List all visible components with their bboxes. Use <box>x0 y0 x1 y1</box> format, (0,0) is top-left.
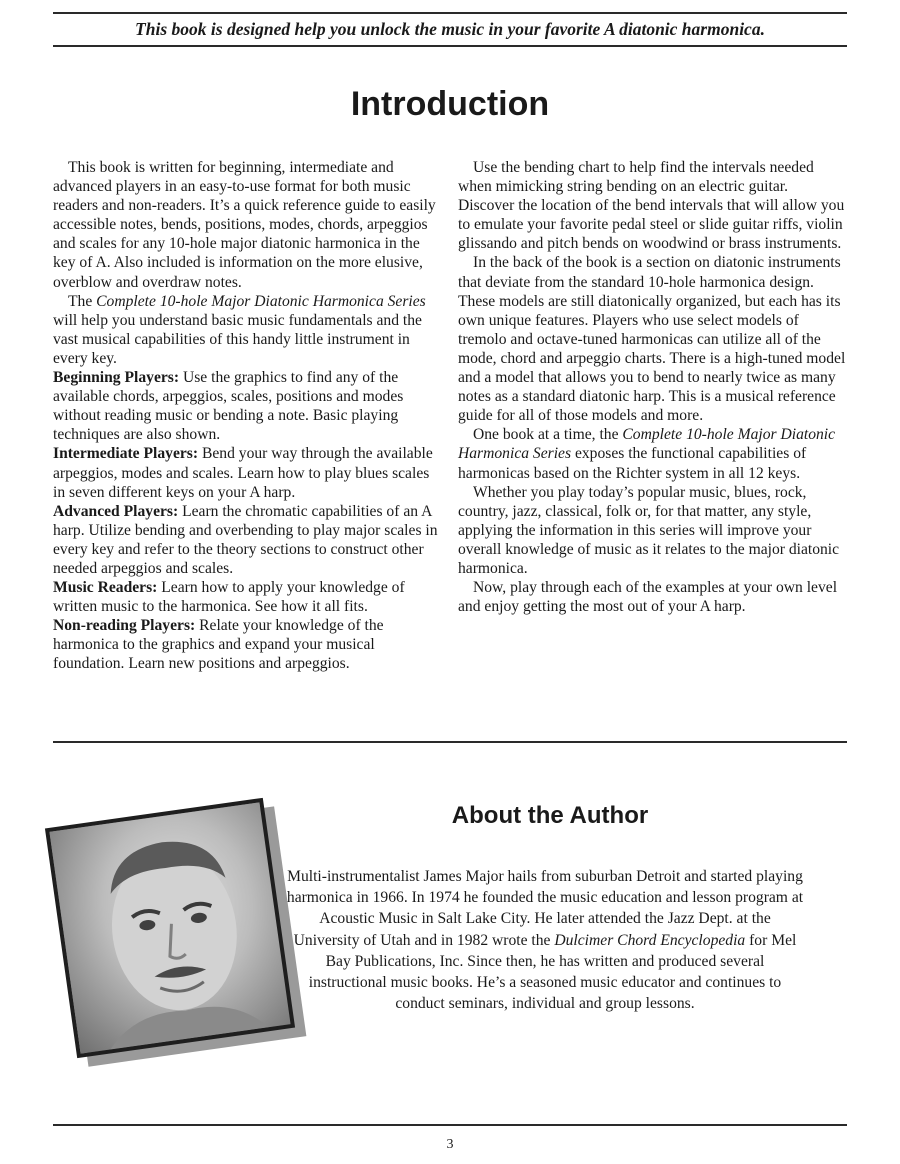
advanced-players-label: Advanced Players: <box>53 502 179 520</box>
author-portrait <box>45 798 295 1058</box>
closing-paragraph: Now, play through each of the examples at your own level and enjoy getting the most out of your A harp. <box>458 579 838 616</box>
music-readers-paragraph: Music Readers: Learn how to apply your knowledge of written music to the harmonica. See how it all fits. <box>53 579 405 616</box>
author-photo <box>45 798 295 1058</box>
footer-rule <box>53 1124 847 1126</box>
author-bio: Multi-instrumentalist James Major hails from suburban Detroit and started playing harmonica in 1966. In 1974 he founded the music education and lesson program at Acoustic Music in Salt Lake City. He later attended the Jazz Dept. at the University of Utah and in 1982 wrote the Dulcimer Chord Encyclopedia for Mel Bay Publications, Inc. Since then, he has written and produced several instructional music books. He’s a seasoned music educator and continues to conduct seminars, individual and group lessons. <box>286 868 804 1013</box>
author-section-title: About the Author <box>451 802 649 829</box>
section-divider <box>53 741 847 743</box>
page-number: 3 <box>446 1137 454 1152</box>
intro-series-paragraph: The Complete 10-hole Major Diatonic Harmonica Series will help you understand basic music fundamentals and the vast musical capabilities of this handy little instrument in every key. <box>53 292 426 367</box>
series-paragraph: One book at a time, the Complete 10-hole Major Diatonic Harmonica Series exposes the functional capabilities of harmonicas based on the Richter system in all 12 keys. <box>458 426 836 482</box>
non-reading-players-paragraph: Non-reading Players: Relate your knowledge of the harmonica to the graphics and expand your musical foundation. Learn new positions and arpeggios. <box>53 617 384 673</box>
portrait-illustration <box>49 802 290 1053</box>
banner: This book is designed help you unlock the music in your favorite A diatonic harmonica. <box>135 19 765 39</box>
beginning-players-label: Beginning Players: <box>53 369 180 387</box>
intro-right-column <box>458 158 848 616</box>
intro-paragraph: This book is written for beginning, intermediate and advanced players in an easy-to-use format for both music readers and non-readers. It’s a quick reference guide to easily accessible notes, bends, positions, modes, chords, arpeggios and scales for any 10-hole major diatonic harmonica in the key of A. Also included is information on the more elusive, overblow and overdraw notes. <box>53 159 436 291</box>
advanced-players-paragraph: Advanced Players: Learn the chromatic capabilities of an A harp. Utilize bending and overbending to play major scales in every key and refer to the theory sections to construct other needed arpeggios and scales. <box>53 502 438 577</box>
top-rule <box>53 12 847 14</box>
styles-paragraph: Whether you play today’s popular music, blues, rock, country, jazz, classical, folk or, for that matter, any style, applying the information in this series will improve your overall knowledge of music as it relates to the major diatonic harmonica. <box>458 483 840 577</box>
series-title: Complete 10-hole Major Diatonic Harmonica Series <box>96 292 426 310</box>
music-readers-label: Music Readers: <box>53 579 158 597</box>
bending-chart-paragraph: Use the bending chart to help find the intervals needed when mimicking string bending on an electric guitar. Discover the location of the bend intervals that will allow you to emulate your favorite pedal steel or slide guitar riffs, violin glissando and pitch bends on woodwind or brass instruments. <box>458 159 845 253</box>
diatonic-models-paragraph: In the back of the book is a section on diatonic instruments that deviate from the standard 10-hole harmonica design. These models are still diatonically organized, but each has its own unique features. Players who use select models of tremolo and octave-tuned harmonicas can utilize all of the mode, chord and arpeggio charts. There is a high-tuned model and a model that allows you to bend to nearly twice as many notes as a standard diatonic harp. This is a musical reference guide for all of those models and more. <box>458 254 846 425</box>
intermediate-players-paragraph: Intermediate Players: Bend your way through the available arpeggios, modes and scales. Learn how to play blues scales in seven different keys on your A harp. <box>53 445 433 501</box>
intro-left-column <box>53 158 443 674</box>
page-title: Introduction <box>350 85 550 123</box>
banner-rule <box>53 45 847 47</box>
book-title: Dulcimer Chord Encyclopedia <box>554 931 746 949</box>
series-title: Complete 10-hole Major Diatonic Harmonica Series <box>458 426 836 463</box>
beginning-players-paragraph: Beginning Players: Use the graphics to find any of the available chords, arpeggios, scales, positions and modes without reading music or bending a note. Basic playing techniques are also shown. <box>53 369 404 444</box>
non-reading-players-label: Non-reading Players: <box>53 617 196 635</box>
intermediate-players-label: Intermediate Players: <box>53 445 199 463</box>
